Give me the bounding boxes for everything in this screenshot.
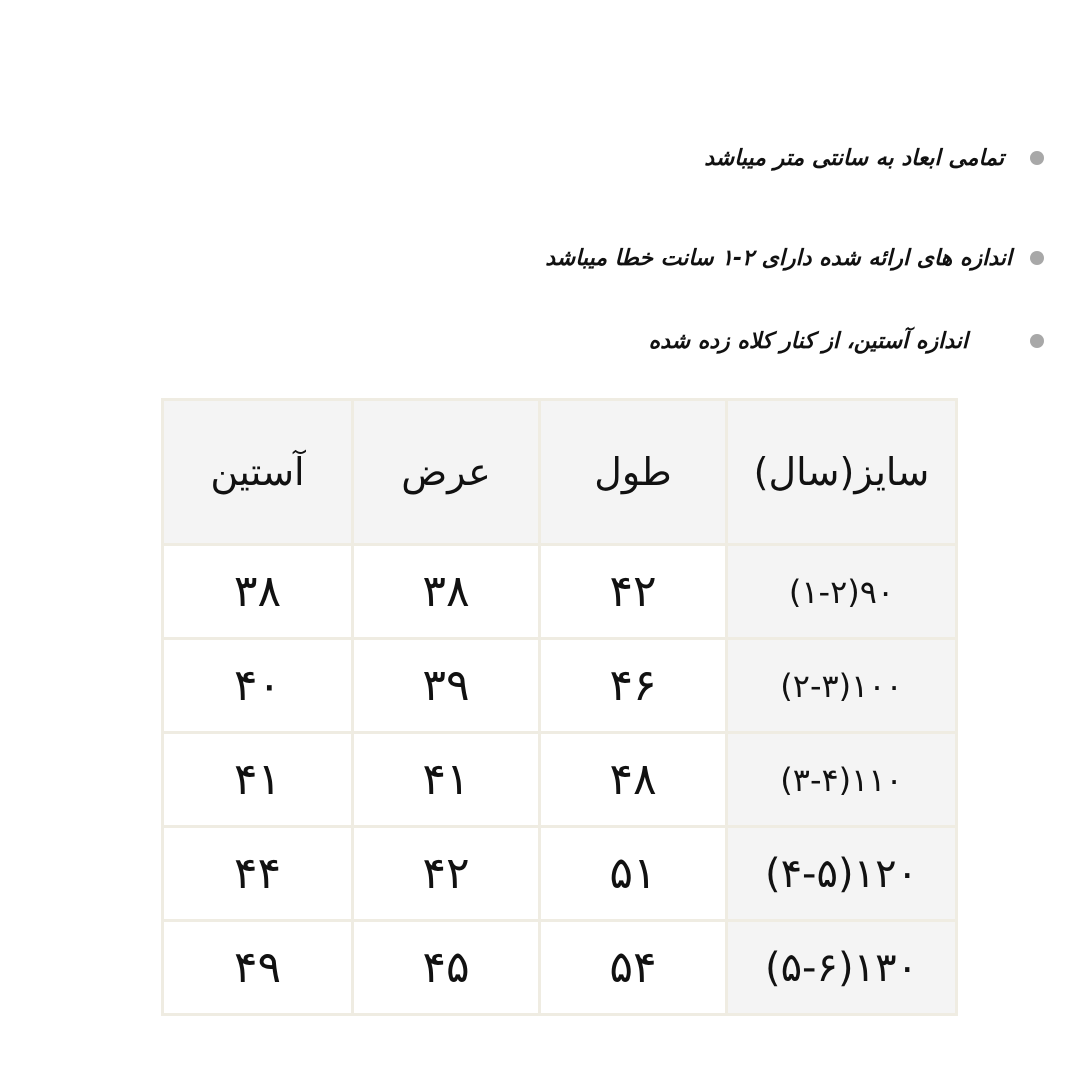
note-item <box>649 321 1044 361</box>
cell-width: ۴۱ <box>353 733 540 827</box>
note-item <box>545 238 1044 278</box>
cell-length: ۵۱ <box>540 827 727 921</box>
table-row <box>163 827 957 921</box>
header-length: طول <box>540 400 727 545</box>
cell-width: ۳۹ <box>353 639 540 733</box>
table-row <box>163 545 957 639</box>
cell-width: ۳۸ <box>353 545 540 639</box>
header-sleeve: آستین <box>163 400 353 545</box>
bullet-dot-icon <box>1030 251 1044 265</box>
cell-length: ۴۶ <box>540 639 727 733</box>
note-text: اندازه های ارائه شده دارای ۲-۱ سانت خطا میباشد <box>545 245 1012 271</box>
notes-section <box>0 0 1080 380</box>
bullet-dot-icon <box>1030 334 1044 348</box>
note-item <box>704 138 1044 178</box>
table-row <box>163 733 957 827</box>
table-row <box>163 921 957 1015</box>
cell-size: ۱۱۰(۳-۴) <box>727 733 957 827</box>
cell-length: ۴۸ <box>540 733 727 827</box>
cell-sleeve: ۴۹ <box>163 921 353 1015</box>
header-size: سایز(سال) <box>727 400 957 545</box>
cell-size: ۱۲۰(۴-۵) <box>727 827 957 921</box>
header-width: عرض <box>353 400 540 545</box>
note-text: تمامی ابعاد به سانتی متر میباشد <box>704 145 1004 171</box>
bullet-dot-icon <box>1030 151 1044 165</box>
size-chart-table <box>161 398 958 1016</box>
cell-sleeve: ۳۸ <box>163 545 353 639</box>
cell-sleeve: ۴۴ <box>163 827 353 921</box>
cell-size: ۱۳۰(۵-۶) <box>727 921 957 1015</box>
cell-width: ۴۵ <box>353 921 540 1015</box>
cell-length: ۴۲ <box>540 545 727 639</box>
note-text: اندازه آستین، از کنار کلاه زده شده <box>648 328 968 354</box>
cell-size: ۱۰۰(۲-۳) <box>727 639 957 733</box>
cell-size: ۹۰(۱-۲) <box>727 545 957 639</box>
table-row <box>163 639 957 733</box>
cell-sleeve: ۴۱ <box>163 733 353 827</box>
cell-width: ۴۲ <box>353 827 540 921</box>
cell-length: ۵۴ <box>540 921 727 1015</box>
cell-sleeve: ۴۰ <box>163 639 353 733</box>
table-header-row <box>163 400 957 545</box>
